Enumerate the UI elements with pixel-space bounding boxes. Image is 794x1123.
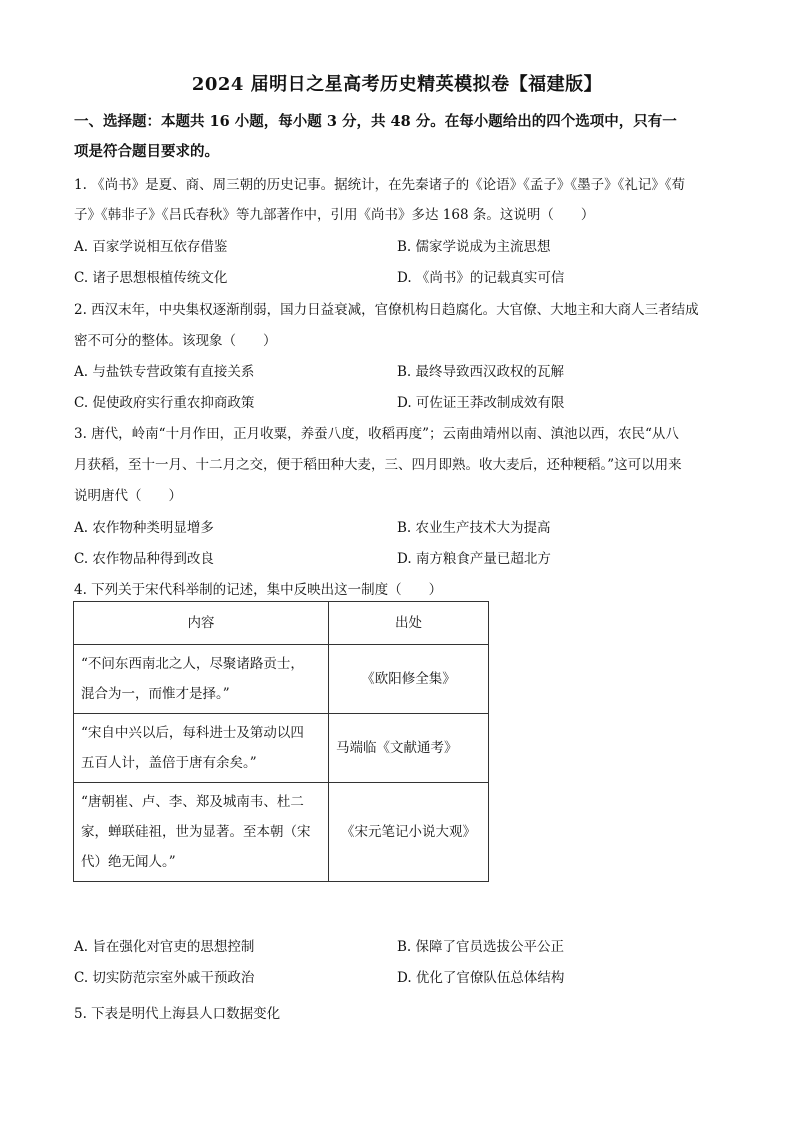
q1-option-d: D. 《尚书》的记载真实可信	[397, 270, 565, 286]
table-cell-line: 五百人计，盖倍于唐有余矣。”	[81, 755, 257, 771]
table-cell-source: 马端临《文献通考》	[329, 714, 489, 783]
q2-stem-line1: 2. 西汉末年，中央集权逐渐削弱，国力日益衰减，官僚机构日趋腐化。大官僚、大地主和大商人三者结成	[74, 302, 699, 318]
q3-option-d: D. 南方粮食产量已超北方	[397, 551, 551, 567]
table-header-source: 出处	[329, 602, 489, 645]
q5-stem-line1: 5. 下表是明代上海县人口数据变化	[74, 1006, 281, 1022]
table-cell-line: 代）绝无闻人。”	[81, 854, 176, 870]
section-heading-line2: 项是符合题目要求的。	[74, 143, 219, 160]
q3-option-c: C. 农作物品种得到改良	[74, 551, 214, 567]
table-row	[74, 645, 489, 714]
q3-stem-line2: 月获稻，至十一月、十二月之交，便于稻田种大麦，三、四月即熟。收大麦后，还种粳稻。”这可以用来	[74, 457, 682, 473]
q4-option-a: A. 旨在强化对官吏的思想控制	[74, 939, 255, 955]
q2-option-c: C. 促使政府实行重农抑商政策	[74, 395, 255, 411]
page-title: 2024 届明日之星高考历史精英模拟卷【福建版】	[191, 74, 603, 95]
table-cell-line: 混合为一，而惟才是择。”	[81, 686, 230, 702]
table-header-row	[74, 602, 489, 645]
table-cell-line: “唐朝崔、卢、李、郑及城南韦、杜二	[81, 794, 304, 810]
table-cell-source: 《欧阳修全集》	[329, 645, 489, 714]
table-cell-source: 《宋元笔记小说大观》	[329, 783, 489, 882]
table-cell-content	[74, 714, 329, 783]
q4-option-d: D. 优化了官僚队伍总体结构	[397, 970, 565, 986]
q3-option-b: B. 农业生产技术大为提高	[397, 520, 551, 536]
q1-option-b: B. 儒家学说成为主流思想	[397, 239, 551, 255]
section-heading-line1: 一、选择题：本题共 16 小题，每小题 3 分，共 48 分。在每小题给出的四个选项中，只有一	[74, 113, 677, 130]
table-header-content: 内容	[74, 602, 329, 645]
q4-source-table	[73, 601, 489, 882]
q2-option-d: D. 可佐证王莽改制成效有限	[397, 395, 565, 411]
q2-stem-line2: 密不可分的整体。该现象（ ）	[74, 333, 277, 349]
table-row	[74, 783, 489, 882]
q4-option-c: C. 切实防范宗室外戚干预政治	[74, 970, 255, 986]
q2-option-b: B. 最终导致西汉政权的瓦解	[397, 364, 565, 380]
table-cell-content	[74, 783, 329, 882]
q3-stem-line1: 3. 唐代，岭南“十月作田，正月收粟，养蚕八度，收稻再度”；云南曲靖州以南、滇池以西，农民“从八	[74, 426, 679, 442]
q4-stem-line1: 4. 下列关于宋代科举制的记述，集中反映出这一制度（ ）	[74, 582, 443, 598]
q1-stem-line1: 1. 《尚书》是夏、商、周三朝的历史记事。据统计，在先秦诸子的《论语》《孟子》《墨子》《礼记》《荀	[74, 177, 686, 193]
table-row	[74, 714, 489, 783]
q3-stem-line3: 说明唐代（ ）	[74, 488, 182, 504]
q2-option-a: A. 与盐铁专营政策有直接关系	[74, 364, 255, 380]
q1-option-a: A. 百家学说相互依存借鉴	[74, 239, 228, 255]
q1-option-c: C. 诸子思想根植传统文化	[74, 270, 228, 286]
table-cell-content	[74, 645, 329, 714]
table-cell-line: 家，蝉联硅祖，世为显著。至本朝（宋	[81, 824, 311, 840]
table-cell-line: “不问东西南北之人，尽聚诸路贡士，	[81, 656, 304, 672]
q3-option-a: A. 农作物种类明显增多	[74, 520, 214, 536]
table-cell-line: “宋自中兴以后，每科进士及第动以四	[81, 725, 304, 741]
q4-option-b: B. 保障了官员选拔公平公正	[397, 939, 565, 955]
q1-stem-line2: 子》《韩非子》《吕氏春秋》等九部著作中，引用《尚书》多达 168 条。这说明（ ）	[74, 207, 595, 223]
